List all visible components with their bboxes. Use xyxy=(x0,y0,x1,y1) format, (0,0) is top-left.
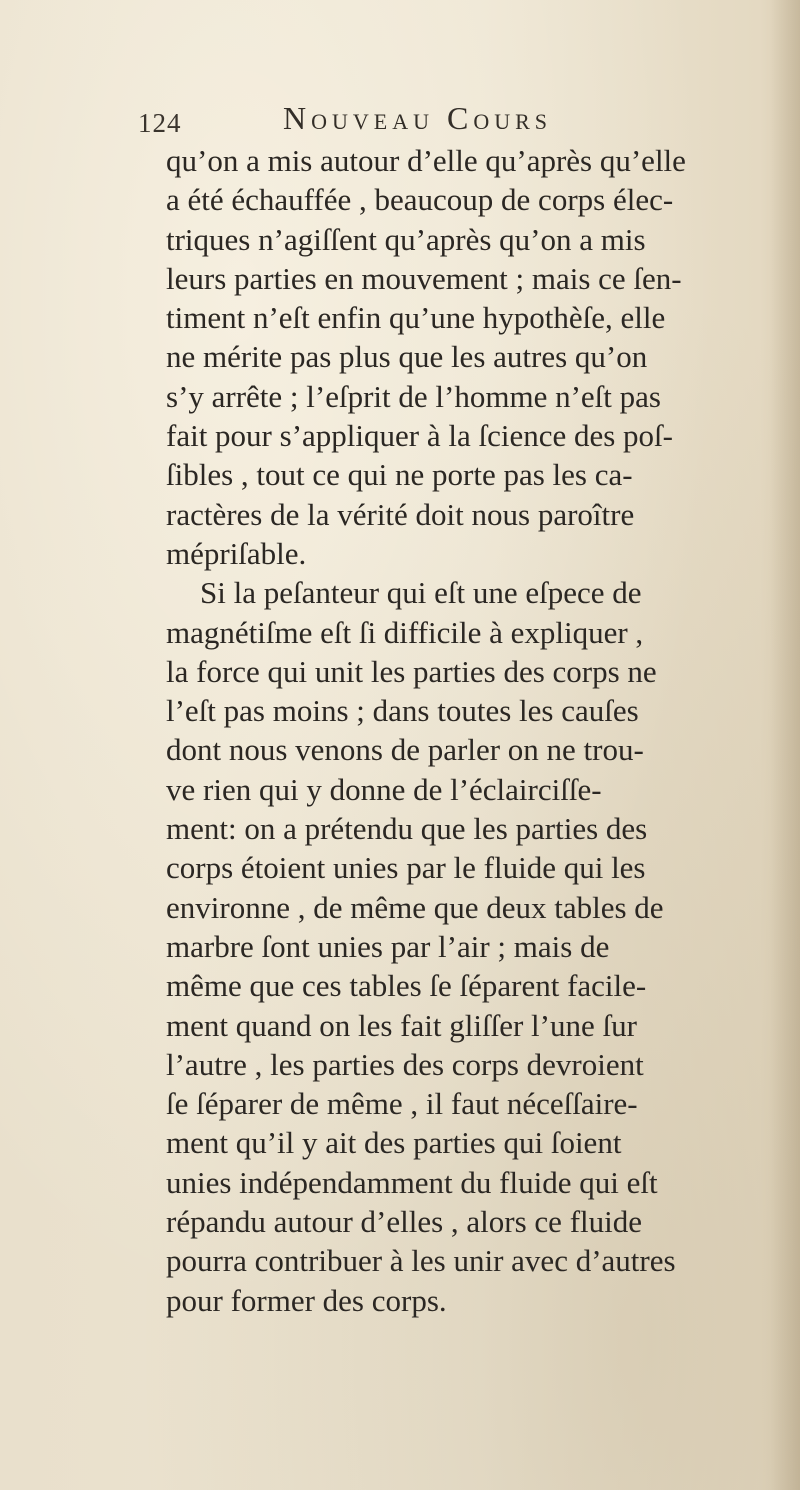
text-line: unies indépendamment du fluide qui eſt xyxy=(166,1164,658,1200)
text-line: pourra contribuer à les unir avec d’autres xyxy=(166,1243,676,1279)
text-line: ractères de la vérité doit nous paroître xyxy=(166,496,635,532)
text-line: ſe ſéparer de même , il faut néceſſaire- xyxy=(166,1086,638,1122)
text-line: corps étoient unies par le fluide qui les xyxy=(166,850,646,886)
text-line: magnétiſme eſt ſi difficile à expliquer , xyxy=(166,614,644,650)
text-line: mépriſable. xyxy=(166,535,307,571)
text-line: pour former des corps. xyxy=(166,1282,447,1318)
text-line: timent n’eſt enfin qu’une hypothèſe, elle xyxy=(166,300,666,336)
text-line: ment qu’il y ait des parties qui ſoient xyxy=(166,1125,622,1161)
running-title: Nouveau Cours xyxy=(283,100,553,136)
text-line: l’autre , les parties des corps devroient xyxy=(166,1046,644,1082)
text-line: répandu autour d’elles , alors ce fluide xyxy=(166,1204,643,1240)
text-line: fait pour s’appliquer à la ſcience des poſ- xyxy=(166,418,673,454)
paragraph-start-line: Si la peſanteur qui eſt une eſpece de xyxy=(200,575,642,611)
text-line: même que ces tables ſe ſéparent facile- xyxy=(166,968,647,1004)
text-line: qu’on a mis autour d’elle qu’après qu’elle xyxy=(166,143,686,178)
text-line: marbre ſont unies par l’air ; mais de xyxy=(166,928,610,964)
body-text xyxy=(166,141,796,1320)
page-header xyxy=(138,100,698,140)
text-line: a été échauffée , beaucoup de corps élec- xyxy=(166,182,674,218)
text-line: triques n’agiſſent qu’après qu’on a mis xyxy=(166,221,646,257)
text-line: ve rien qui y donne de l’éclairciſſe- xyxy=(166,771,602,807)
text-line: s’y arrête ; l’eſprit de l’homme n’eſt pas xyxy=(166,378,661,414)
text-line: ment: on a prétendu que les parties des xyxy=(166,811,648,847)
page-number: 124 xyxy=(138,108,182,138)
text-line: environne , de même que deux tables de xyxy=(166,889,664,925)
text-line: dont nous venons de parler on ne trou- xyxy=(166,732,644,768)
text-line: leurs parties en mouvement ; mais ce ſen- xyxy=(166,260,682,296)
text-line: ment quand on les fait gliſſer l’une ſur xyxy=(166,1007,637,1043)
text-line: l’eſt pas moins ; dans toutes les cauſes xyxy=(166,693,639,729)
text-line: ne mérite pas plus que les autres qu’on xyxy=(166,339,648,375)
text-line: ſibles , tout ce qui ne porte pas les ca- xyxy=(166,457,633,493)
text-line: la force qui unit les parties des corps ne xyxy=(166,653,657,689)
